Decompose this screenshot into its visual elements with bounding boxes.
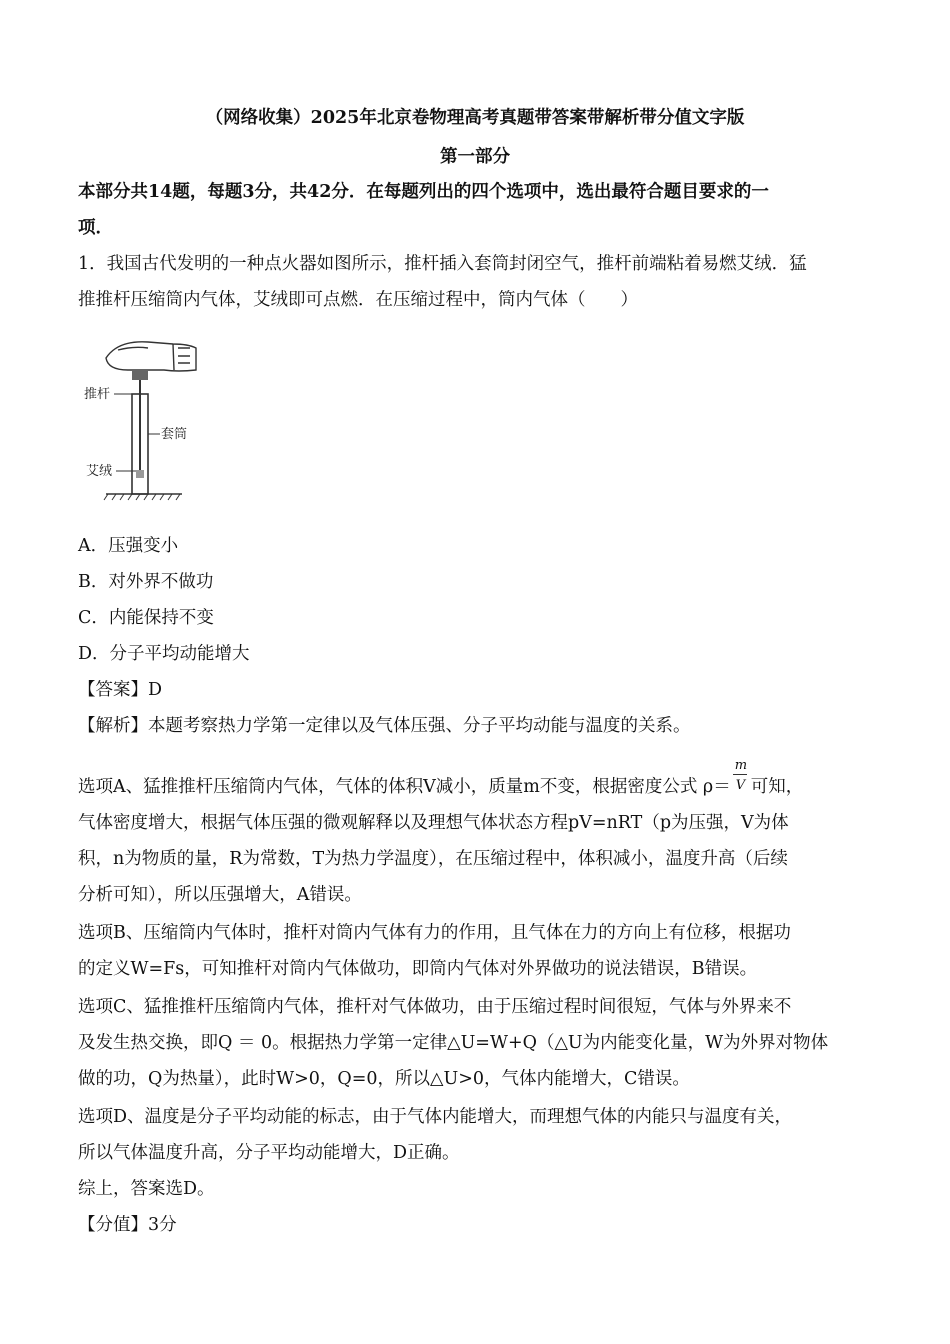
analysis-line: 气体密度增大，根据气体压强的微观解释以及理想气体状态方程pV=nRT（p为压强，V为体 (78, 813, 789, 833)
analysis-a-prefix: 选项A、猛推推杆压缩筒内气体，气体的体积V减小，质量m不变，根据密度公式 ρ＝ (78, 777, 731, 797)
analysis-line: 分析可知），所以压强增大，A错误。 (78, 885, 362, 905)
ground-hatch (104, 494, 180, 500)
sleeve-label: 套筒 (161, 427, 188, 442)
part-title: 第一部分 (440, 147, 510, 167)
analysis-a-line-1 (78, 757, 804, 800)
option-c: C．内能保持不变 (78, 608, 214, 628)
option-b: B．对外界不做功 (78, 572, 214, 592)
analysis-line: 选项B、压缩筒内气体时，推杆对筒内气体有力的作用，且气体在力的方向上有位移，根据功 (78, 923, 791, 943)
fraction-denominator: V (735, 777, 746, 793)
analysis-line: 所以气体温度升高，分子平均动能增大，D正确。 (78, 1143, 460, 1163)
analysis-line: 的定义W=Fs，可知推杆对筒内气体做功，即筒内气体对外界做功的说法错误，B错误。 (78, 959, 758, 979)
question-stem-line-2: 推推杆压缩筒内气体，艾绒即可点燃．在压缩过程中，筒内气体（ ） (78, 290, 638, 310)
analysis-line: 及发生热交换，即Q ＝ 0。根据热力学第一定律△U=W+Q（△U为内能变化量，W为外界对物体 (78, 1033, 829, 1053)
push-rod-head (132, 370, 148, 380)
answer: 【答案】D (78, 680, 163, 700)
push-rod-label: 推杆 (84, 387, 111, 402)
question-stem-line-1: 1．我国古代发明的一种点火器如图所示，推杆插入套筒封闭空气，推杆前端粘着易燃艾绒．猛 (78, 254, 807, 274)
fraction-numerator: m (734, 757, 748, 773)
analysis-line: 选项D、温度是分子平均动能的标志，由于气体内能增大，而理想气体的内能只与温度有关， (78, 1107, 793, 1127)
moxa-tinder (136, 470, 144, 478)
moxa-label: 艾绒 (86, 464, 113, 479)
instructions-line-2: 项． (78, 218, 113, 238)
option-d: D．分子平均动能增大 (78, 644, 250, 664)
density-fraction (733, 757, 749, 800)
analysis-a-suffix: 可知， (750, 777, 804, 797)
hand-icon (106, 342, 196, 371)
igniter-figure (78, 330, 218, 510)
document-title: （网络收集）2025年北京卷物理高考真题带答案带解析带分值文字版 (205, 108, 745, 128)
analysis-line: 积，n为物质的量，R为常数，T为热力学温度），在压缩过程中，体积减小，温度升高（后续 (78, 849, 788, 869)
analysis-line: 做的功，Q为热量），此时W>0，Q=0，所以△U>0，气体内能增大，C错误。 (78, 1069, 690, 1089)
option-a: A．压强变小 (78, 536, 179, 556)
instructions-line-1: 本部分共14题，每题3分，共42分．在每题列出的四个选项中，选出最符合题目要求的一 (78, 182, 769, 202)
analysis-line: 综上，答案选D。 (78, 1179, 215, 1199)
score: 【分值】3分 (78, 1215, 177, 1235)
analysis-intro: 【解析】本题考察热力学第一定律以及气体压强、分子平均动能与温度的关系。 (78, 716, 691, 736)
analysis-line: 选项C、猛推推杆压缩筒内气体，推杆对气体做功，由于压缩过程时间很短，气体与外界来不 (78, 997, 792, 1017)
